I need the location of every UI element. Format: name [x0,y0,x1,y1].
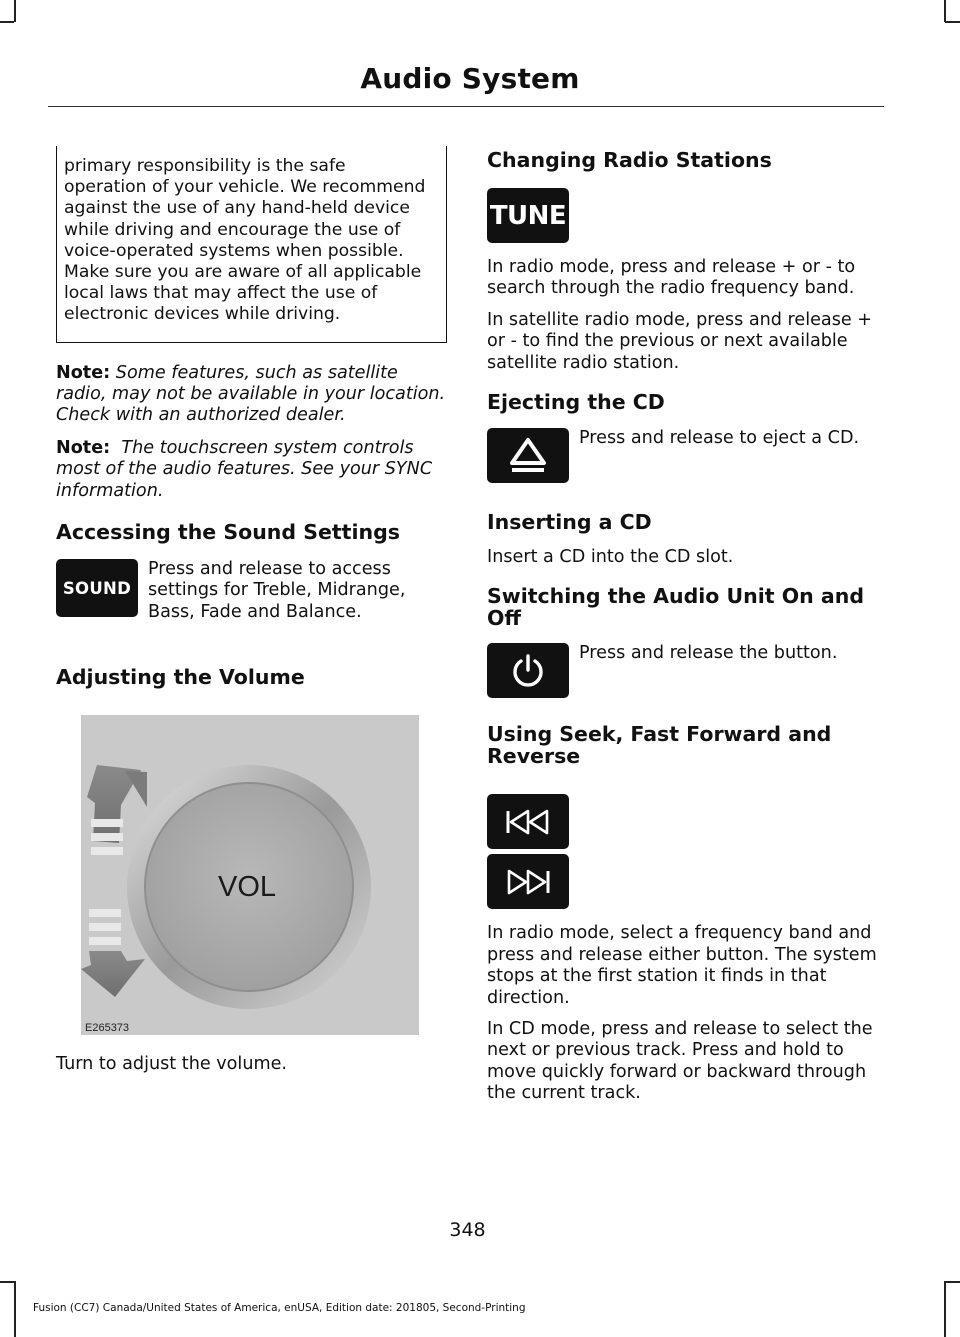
note-label: Note: [56,362,111,383]
warning-text: primary responsibility is the safe operation of your vehicle. We recommend against the use of any hand-held device while driving and encourage the use of voice-operated systems when possible. Make sure you are aware of all applicable local laws that may affect the use of electronic devices while driving. [64,156,426,325]
crop-mark [944,0,946,22]
seek-back-button-icon [487,794,569,849]
eject-row [487,428,882,485]
page-number: 348 [449,1219,486,1241]
page-title: Audio System [360,62,580,95]
tune-description-satellite: In satellite radio mode, press and release + or - to find the previous or next available satellite radio station. [487,309,873,373]
section-heading-power: Switching the Audio Unit On and Off [487,584,864,631]
volume-description: Turn to adjust the volume. [56,1054,288,1075]
eject-icon [508,437,548,475]
sound-description: Press and release to access settings for Treble, Midrange, Bass, Fade and Balance. [148,559,406,622]
section-heading-insert: Inserting a CD [487,510,652,535]
tune-icon-label: TUNE [489,200,567,231]
seek-description-cd: In CD mode, press and release to select the next or previous track. Press and hold to move quickly forward or backward through the current track. [487,1019,873,1104]
right-column [487,146,882,1105]
section-heading-eject: Ejecting the CD [487,390,665,415]
section-heading-tune: Changing Radio Stations [487,148,772,172]
seek-forward-button-icon [487,854,569,909]
note-label: Note: [56,437,111,458]
sound-icon-label: SOUND [62,578,132,598]
section-heading-volume: Adjusting the Volume [56,665,305,690]
note-satellite [56,363,446,427]
section-heading-seek: Using Seek, Fast Forward and Reverse [487,722,832,769]
left-column [56,146,446,1075]
figure-code: E265373 [85,1022,130,1035]
crop-mark [945,1281,960,1283]
crop-mark [14,0,16,22]
volume-knob-illustration [81,715,419,1035]
section-heading-sound: Accessing the Sound Settings [56,520,400,545]
power-button-icon [487,643,569,698]
volume-knob-svg [81,715,419,1035]
insert-description: Insert a CD into the CD slot. [487,547,734,568]
power-icon [510,653,546,689]
crop-mark [0,21,14,23]
warning-box [56,146,447,343]
note-touchscreen [56,438,446,502]
seek-description-radio: In radio mode, select a frequency band and press and release either button. The system stops at the first station it finds in that direction. [487,923,877,1008]
crop-mark [945,21,960,23]
tune-description-radio: In radio mode, press and release + or - to search through the radio frequency band. [487,257,856,299]
sound-button-icon [56,559,138,617]
eject-button-icon [487,428,569,483]
crop-mark [0,1281,14,1283]
header-divider [48,106,884,107]
note-text: The touchscreen system controls most of the audio features. See your SYNC information. [56,437,433,501]
crop-mark [14,1281,16,1337]
edition-info: Fusion (CC7) Canada/United States of America, enUSA, Edition date: 201805, Second-Printing [33,1302,526,1314]
seek-forward-icon [503,867,553,897]
volume-knob-label: VOL [217,871,277,904]
tune-button-icon [487,188,569,243]
seek-back-icon [503,807,553,837]
power-row [487,643,882,700]
power-description: Press and release the button. [579,643,838,664]
note-text: Some features, such as satellite radio, may not be available in your location. Check with an authorized dealer. [56,362,446,426]
eject-description: Press and release to eject a CD. [579,428,860,449]
sound-row [56,559,446,641]
crop-mark [944,1281,946,1337]
